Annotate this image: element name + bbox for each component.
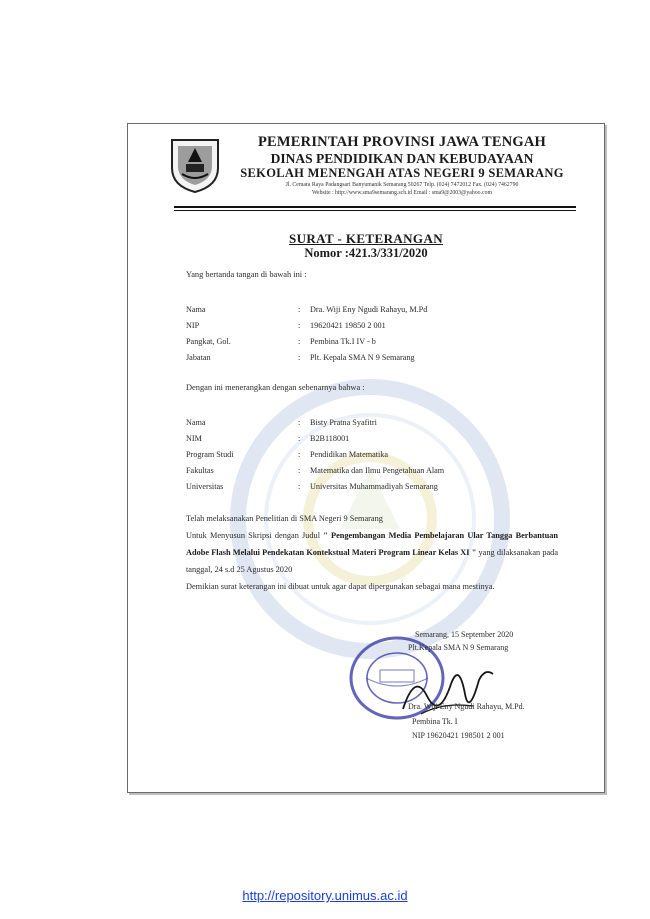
signing-place-date: Semarang, 15 September 2020 — [415, 630, 514, 639]
thesis-intro: Untuk Menyusun Skripsi dengan Judul — [186, 531, 324, 540]
research-statement: Telah melaksanakan Penelitian di SMA Negeri 9 Semarang — [186, 514, 383, 523]
repository-link[interactable]: http://repository.unimus.ac.id — [242, 888, 408, 903]
student-row: Universitas : Universitas Muhammadiyah Semarang — [186, 482, 438, 491]
thesis-title: " Pengembangan Media Pembelajaran Ular Tangga Berbantuan Adobe Flash Melalui Pendekatan Kontekstual Materi Program Linear Kelas XI " — [186, 531, 558, 557]
letterhead-divider-thin — [174, 210, 576, 211]
signer-row: NIP : 19620421 19850 2 001 — [186, 321, 386, 330]
student-row: NIM : B2B118001 — [186, 434, 350, 443]
student-row: Program Studi : Pendidikan Matematika — [186, 450, 388, 459]
signer-row: Pangkat, Gol. : Pembina Tk.I IV - b — [186, 337, 376, 346]
letterhead-divider — [174, 206, 576, 208]
signer-name: Dra. Wiji Eny Ngudi Rahayu, M.Pd. — [408, 702, 525, 711]
research-dates: yang dilaksanakan pada tanggal, 24 s.d 25 Agustus 2020 — [186, 548, 559, 574]
department-name: DINAS PENDIDIKAN DAN KEBUDAYAAN — [270, 151, 534, 166]
student-row: Nama : Bisty Pratna Syafitri — [186, 418, 377, 427]
field-label: NIP — [186, 321, 200, 330]
field-label: Universitas — [186, 482, 224, 491]
closing-statement: Demikian surat keterangan ini dibuat untuk agar dapat dipergunakan sebagai mana mestinya. — [186, 582, 495, 591]
declaration-text: Dengan ini menerangkan dengan sebenarnya bahwa : — [186, 383, 365, 392]
handwritten-signature-icon — [393, 654, 503, 724]
government-name: PEMERINTAH PROVINSI JAWA TENGAH — [257, 134, 547, 150]
field-value: Dra. Wiji Eny Ngudi Rahayu, M.Pd — [310, 305, 428, 314]
document-number: Nomor :421.3/331/2020 — [304, 246, 428, 260]
field-value: Pendidikan Matematika — [310, 450, 388, 459]
signer-rank: Pembina Tk. I — [412, 717, 458, 726]
school-contact: Website : http://www.sma9semarang.sch.id Email : sma9@2003@yahoo.com — [311, 190, 492, 196]
signer-row: Nama : Dra. Wiji Eny Ngudi Rahayu, M.Pd — [186, 305, 428, 314]
field-value: 19620421 19850 2 001 — [310, 321, 386, 330]
student-row: Fakultas : Matematika dan Ilmu Pengetahuan Alam — [186, 466, 445, 475]
letter-page — [127, 123, 605, 793]
field-value: Universitas Muhammadiyah Semarang — [310, 482, 438, 491]
signer-position: Plt.Kepala SMA N 9 Semarang — [408, 643, 509, 652]
letterhead — [232, 134, 572, 197]
school-address: Jl. Cemara Raya Padangsari Banyumanik Semarang 50267 Telp. (024) 7472012 Fax. (024) 7462790 — [285, 182, 519, 188]
thesis-statement — [186, 527, 558, 578]
field-label: Pangkat, Gol. — [186, 337, 231, 346]
school-name: SEKOLAH MENENGAH ATAS NEGERI 9 SEMARANG — [240, 166, 564, 180]
field-label: NIM — [186, 434, 202, 443]
signer-row: Jabatan : Plt. Kepala SMA N 9 Semarang — [186, 353, 415, 362]
field-label: Program Studi — [186, 450, 234, 459]
field-label: Nama — [186, 305, 206, 314]
field-value: Matematika dan Ilmu Pengetahuan Alam — [310, 466, 445, 475]
field-value: B2B118001 — [310, 434, 350, 443]
field-value: Plt. Kepala SMA N 9 Semarang — [310, 353, 415, 362]
letter-body — [186, 510, 558, 595]
document-title: SURAT - KETERANGAN — [288, 231, 444, 246]
field-label: Nama — [186, 418, 206, 427]
jawa-tengah-crest-icon — [164, 134, 226, 194]
field-value: Bisty Pratna Syafitri — [310, 418, 377, 427]
field-label: Fakultas — [186, 466, 214, 475]
field-value: Pembina Tk.I IV - b — [310, 337, 376, 346]
intro-text: Yang bertanda tangan di bawah ini : — [186, 270, 307, 279]
signer-nip: NIP 19620421 198501 2 001 — [412, 731, 505, 740]
field-label: Jabatan — [186, 353, 211, 362]
